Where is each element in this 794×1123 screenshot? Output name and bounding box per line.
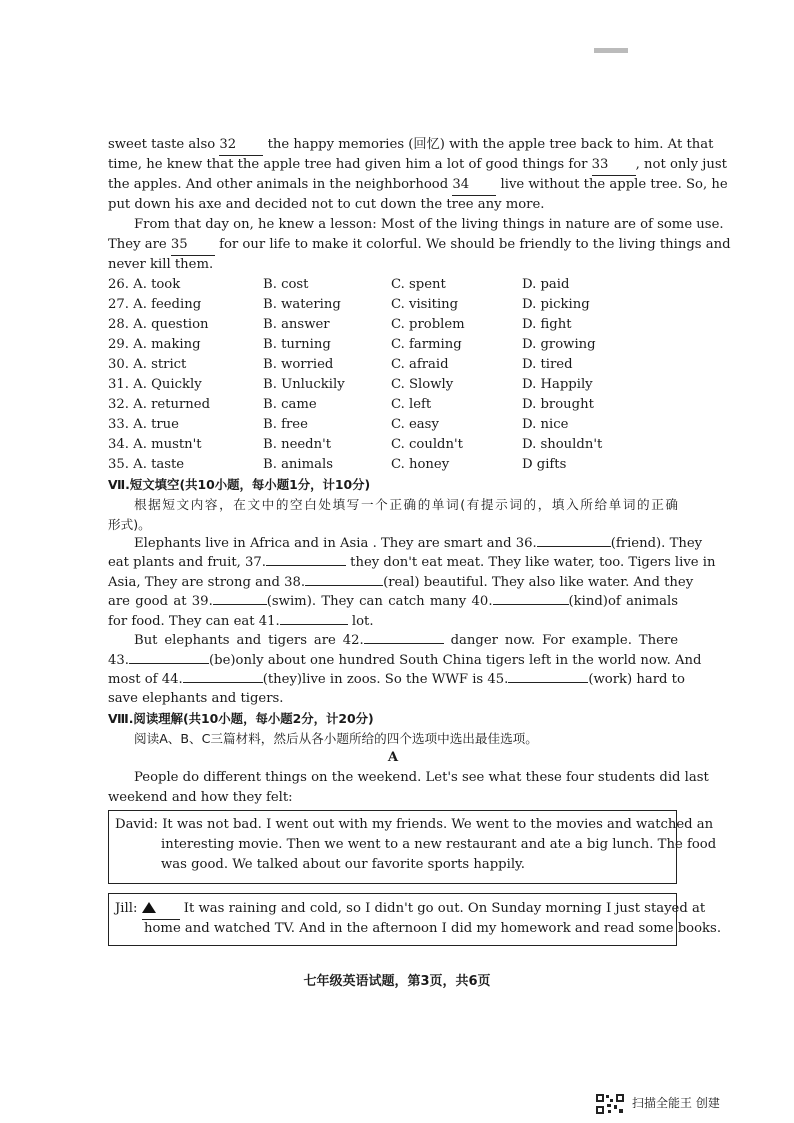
section-instruction: 形式)。 — [108, 517, 151, 532]
passage-line: Asia, They are strong and 38. (real) beautiful. They also like water. And they — [108, 575, 694, 590]
option-b[interactable]: B. cost — [263, 277, 309, 292]
david-box — [108, 810, 717, 884]
option-b[interactable]: B. needn't — [263, 437, 332, 452]
option-c[interactable]: C. visiting — [391, 297, 459, 312]
fill-blank-42[interactable] — [364, 643, 444, 644]
option-a[interactable]: 32. A. returned — [108, 397, 211, 412]
passage-line: They are 35 for our life to make it colorful. We should be friendly to the living things and — [108, 235, 678, 256]
option-a[interactable]: 27. A. feeding — [108, 297, 202, 312]
passage-line: the apples. And other animals in the neighborhood 34 live without the apple tree. So, he — [108, 175, 678, 196]
option-d[interactable]: D gifts — [522, 457, 567, 472]
fill-blank-36[interactable] — [537, 546, 611, 547]
passage-line: most of 44. (they)live in zoos. So the WWF is 45. (work) hard to — [108, 672, 685, 687]
speaker-label: Jill: — [115, 901, 138, 916]
option-d[interactable]: D. fight — [522, 317, 572, 332]
david-line: interesting movie. Then we went to a new restaurant and ate a big lunch. The food — [161, 837, 717, 852]
passage-line: are good at 39. (swim). They can catch many 40. (kind)of animals — [108, 594, 678, 609]
section-instruction: 根据短文内容，在文中的空白处填写一个正确的单词(有提示词的，填入所给单词的正确 — [134, 497, 678, 512]
option-c[interactable]: C. honey — [391, 457, 450, 472]
david-line: David: It was not bad. I went out with my friends. We went to the movies and watched an — [115, 817, 714, 832]
corner-mark — [594, 47, 628, 55]
answer-blank-32[interactable]: 32 — [219, 135, 263, 156]
fill-blank-45[interactable] — [508, 682, 588, 683]
fill-blank-44[interactable] — [183, 682, 263, 683]
option-d[interactable]: D. shouldn't — [522, 437, 603, 452]
scanner-watermark: 扫描全能王 创建 — [632, 1096, 720, 1110]
option-b[interactable]: B. turning — [263, 337, 331, 352]
answer-blank-33[interactable]: 33 — [592, 155, 636, 176]
jill-line: Jill: It was raining and cold, so I didn't go out. On Sunday morning I just stayed at — [115, 899, 670, 920]
option-d[interactable]: D. nice — [522, 417, 569, 432]
speaker-label: David: — [115, 817, 158, 832]
fill-blank-41[interactable] — [280, 624, 348, 625]
option-c[interactable]: C. afraid — [391, 357, 449, 372]
section-instruction: 阅读A、B、C三篇材料，然后从各小题所给的四个选项中选出最佳选项。 — [134, 731, 538, 746]
passage-line: for food. They can eat 41. lot. — [108, 614, 374, 629]
passage-line: 43. (be)only about one hundred South China tigers left in the world now. And — [108, 653, 702, 668]
reading-intro: People do different things on the weekend. Let's see what these four students did last — [134, 770, 709, 785]
option-b[interactable]: B. came — [263, 397, 317, 412]
option-c[interactable]: C. easy — [391, 417, 439, 432]
option-b[interactable]: B. worried — [263, 357, 334, 372]
option-b[interactable]: B. animals — [263, 457, 334, 472]
passage-line: save elephants and tigers. — [108, 691, 284, 706]
part-label: A — [387, 750, 399, 765]
jill-line: home and watched TV. And in the afternoon I did my homework and read some books. — [144, 921, 722, 936]
fill-blank-40[interactable] — [493, 604, 569, 605]
david-line: was good. We talked about our favorite sports happily. — [161, 857, 525, 872]
passage-line: time, he knew that the apple tree had given him a lot of good things for 33 , not only just — [108, 155, 678, 176]
qr-code-icon — [595, 1093, 625, 1115]
option-d[interactable]: D. tired — [522, 357, 573, 372]
option-c[interactable]: C. couldn't — [391, 437, 463, 452]
option-c[interactable]: C. Slowly — [391, 377, 454, 392]
option-a[interactable]: 34. A. mustn't — [108, 437, 202, 452]
option-d[interactable]: D. growing — [522, 337, 596, 352]
option-b[interactable]: B. watering — [263, 297, 341, 312]
option-b[interactable]: B. answer — [263, 317, 330, 332]
option-a[interactable]: 28. A. question — [108, 317, 209, 332]
passage-line: put down his axe and decided not to cut down the tree any more. — [108, 197, 545, 212]
option-d[interactable]: D. picking — [522, 297, 590, 312]
option-d[interactable]: D. Happily — [522, 377, 593, 392]
fill-blank-39[interactable] — [213, 604, 267, 605]
fill-blank-38[interactable] — [305, 585, 383, 586]
option-b[interactable]: B. free — [263, 417, 308, 432]
jill-box — [108, 893, 722, 946]
option-a[interactable]: 30. A. strict — [108, 357, 187, 372]
option-d[interactable]: D. brought — [522, 397, 594, 412]
option-a[interactable]: 26. A. took — [108, 277, 181, 292]
passage-line: sweet taste also 32 the happy memories (回忆) with the apple tree back to him. At that — [108, 135, 678, 156]
passage-line: eat plants and fruit, 37. they don't eat meat. They like water, too. Tigers live in — [108, 555, 716, 570]
option-c[interactable]: C. spent — [391, 277, 446, 292]
passage-line: Elephants live in Africa and in Asia . They are smart and 36. (friend). They — [134, 536, 703, 551]
passage-line: From that day on, he knew a lesson: Most of the living things in nature are of some use. — [134, 217, 724, 232]
fill-blank-37[interactable] — [266, 565, 346, 566]
answer-blank-34[interactable]: 34 — [452, 175, 496, 196]
option-a[interactable]: 31. A. Quickly — [108, 377, 202, 392]
passage-line: But elephants and tigers are 42. danger now. For example. There — [134, 633, 678, 648]
option-a[interactable]: 29. A. making — [108, 337, 201, 352]
fill-blank-43[interactable] — [129, 663, 209, 664]
option-c[interactable]: C. left — [391, 397, 432, 412]
passage-line: never kill them. — [108, 257, 214, 272]
section-heading: Ⅷ.阅读理解(共10小题，每小题2分，计20分) — [108, 711, 374, 726]
option-a[interactable]: 35. A. taste — [108, 457, 185, 472]
option-c[interactable]: C. problem — [391, 317, 465, 332]
option-d[interactable]: D. paid — [522, 277, 570, 292]
answer-blank-35[interactable]: 35 — [171, 235, 215, 256]
section-heading: Ⅶ.短文填空(共10小题，每小题1分，计10分) — [108, 477, 371, 492]
option-a[interactable]: 33. A. true — [108, 417, 179, 432]
option-b[interactable]: B. Unluckily — [263, 377, 345, 392]
triangle-icon — [142, 902, 156, 913]
jill-blank[interactable] — [142, 899, 180, 920]
page-footer: 七年级英语试题，第3页，共6页 — [303, 974, 491, 989]
reading-intro: weekend and how they felt: — [108, 790, 293, 805]
option-c[interactable]: C. farming — [391, 337, 462, 352]
